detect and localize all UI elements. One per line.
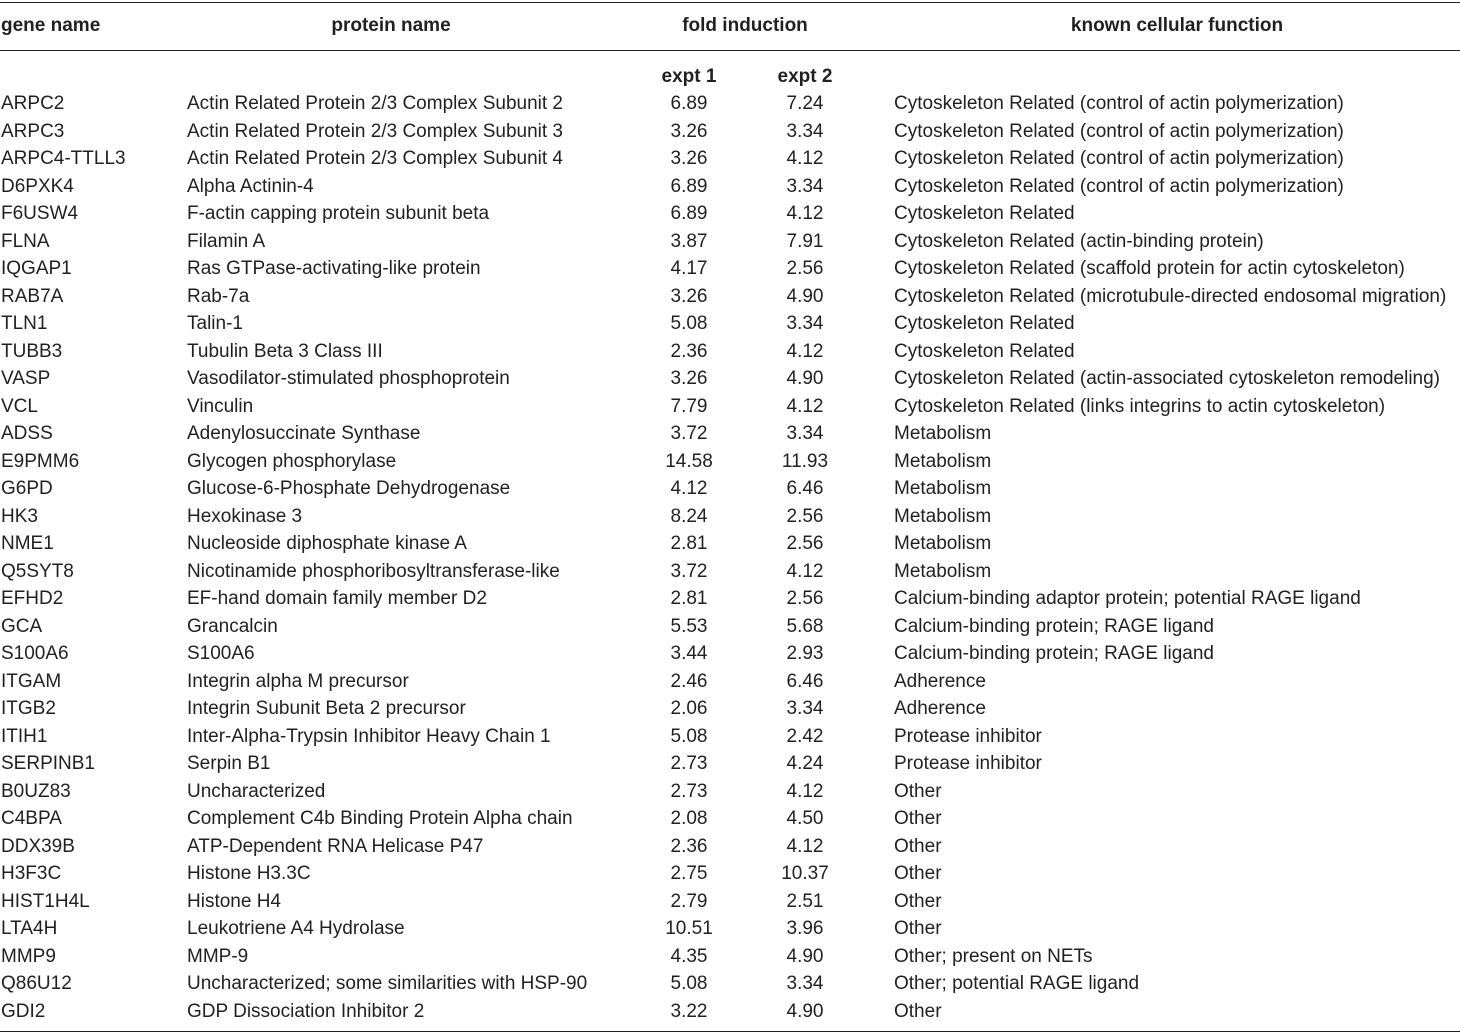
header-fold-induction: fold induction bbox=[682, 15, 808, 36]
cell-expt1: 5.08 bbox=[670, 313, 708, 334]
cell-expt1: 6.89 bbox=[670, 175, 708, 197]
table-row bbox=[0, 860, 1460, 888]
cell-protein-name: Adenylosuccinate Synthase bbox=[187, 423, 421, 444]
cell-expt2: 3.34 bbox=[786, 313, 824, 334]
cell-gene-name: HK3 bbox=[1, 505, 38, 527]
cell-expt2: 4.12 bbox=[786, 203, 824, 224]
cell-expt1: 14.58 bbox=[665, 450, 713, 472]
cell-gene-name: MMP9 bbox=[1, 945, 56, 967]
cell-protein-name: Complement C4b Binding Protein Alpha chain bbox=[187, 808, 573, 829]
table-row bbox=[0, 475, 1460, 503]
cell-cellular-function: Other bbox=[894, 918, 942, 939]
cell-protein-name: Actin Related Protein 2/3 Complex Subunit 2 bbox=[187, 93, 563, 114]
cell-expt2: 3.34 bbox=[786, 698, 824, 719]
cell-expt1: 3.26 bbox=[670, 285, 708, 307]
cell-protein-name: Nicotinamide phosphoribosyltransferase-like bbox=[187, 560, 560, 582]
cell-protein-name: Talin-1 bbox=[187, 313, 243, 334]
table-row bbox=[0, 310, 1460, 338]
cell-gene-name: B0UZ83 bbox=[1, 780, 71, 802]
table-row bbox=[0, 778, 1460, 806]
cell-expt2: 4.12 bbox=[786, 560, 824, 582]
cell-protein-name: Grancalcin bbox=[187, 615, 278, 637]
cell-expt1: 8.24 bbox=[670, 505, 708, 527]
cell-expt1: 2.36 bbox=[670, 340, 708, 362]
cell-gene-name: Q86U12 bbox=[1, 973, 72, 994]
cell-expt2: 5.68 bbox=[786, 615, 824, 637]
table-row bbox=[0, 558, 1460, 586]
cell-gene-name: FLNA bbox=[1, 230, 50, 252]
cell-expt1: 2.73 bbox=[670, 780, 708, 802]
table-row bbox=[0, 393, 1460, 421]
cell-cellular-function: Adherence bbox=[894, 698, 986, 719]
cell-protein-name: Rab-7a bbox=[187, 285, 250, 307]
cell-protein-name: Filamin A bbox=[187, 230, 266, 252]
table-row bbox=[0, 365, 1460, 393]
cell-protein-name: Ras GTPase-activating-like protein bbox=[187, 258, 481, 279]
cell-expt1: 2.79 bbox=[670, 890, 708, 912]
cell-gene-name: E9PMM6 bbox=[1, 450, 80, 472]
cell-cellular-function: Cytoskeleton Related (actin-associated cytoskeleton remodeling) bbox=[894, 368, 1440, 389]
cell-gene-name: GCA bbox=[1, 615, 43, 637]
cell-gene-name: NME1 bbox=[1, 533, 54, 554]
cell-expt1: 3.44 bbox=[670, 643, 708, 664]
cell-expt2: 2.56 bbox=[786, 258, 824, 279]
table-row bbox=[0, 668, 1460, 696]
header-protein-name: protein name bbox=[331, 15, 451, 36]
table-row bbox=[0, 228, 1460, 256]
cell-cellular-function: Calcium-binding protein; RAGE ligand bbox=[894, 643, 1214, 664]
cell-cellular-function: Other; present on NETs bbox=[894, 945, 1093, 967]
cell-gene-name: GDI2 bbox=[1, 1000, 46, 1022]
subheader-expt1: expt 1 bbox=[661, 66, 717, 87]
cell-protein-name: S100A6 bbox=[187, 643, 255, 664]
cell-expt2: 4.90 bbox=[786, 368, 824, 389]
cell-cellular-function: Cytoskeleton Related (microtubule-directed endosomal migration) bbox=[894, 285, 1447, 307]
cell-expt2: 4.90 bbox=[786, 285, 824, 307]
cell-protein-name: Actin Related Protein 2/3 Complex Subunit 4 bbox=[187, 148, 563, 169]
cell-cellular-function: Cytoskeleton Related (control of actin polymerization) bbox=[894, 120, 1344, 142]
cell-gene-name: ITIH1 bbox=[1, 725, 48, 747]
cell-cellular-function: Protease inhibitor bbox=[894, 753, 1042, 774]
cell-gene-name: D6PXK4 bbox=[1, 175, 74, 197]
table-row bbox=[0, 723, 1460, 751]
cell-expt1: 3.22 bbox=[670, 1000, 708, 1022]
cell-cellular-function: Cytoskeleton Related (links integrins to actin cytoskeleton) bbox=[894, 395, 1386, 417]
cell-expt1: 2.08 bbox=[670, 808, 708, 829]
table-row bbox=[0, 943, 1460, 971]
cell-protein-name: ATP-Dependent RNA Helicase P47 bbox=[187, 835, 484, 857]
cell-expt1: 6.89 bbox=[670, 203, 708, 224]
table-row bbox=[0, 585, 1460, 613]
cell-cellular-function: Metabolism bbox=[894, 533, 992, 554]
table-row bbox=[0, 338, 1460, 366]
cell-protein-name: Alpha Actinin-4 bbox=[187, 175, 314, 197]
cell-cellular-function: Cytoskeleton Related (scaffold protein for actin cytoskeleton) bbox=[894, 258, 1405, 279]
header-cellular-function: known cellular function bbox=[1070, 15, 1284, 36]
cell-expt2: 2.51 bbox=[786, 890, 824, 912]
table-top-rule bbox=[0, 2, 1460, 3]
table-row bbox=[0, 420, 1460, 448]
cell-expt2: 2.93 bbox=[786, 643, 824, 664]
cell-gene-name: ARPC3 bbox=[1, 120, 65, 142]
cell-cellular-function: Cytoskeleton Related bbox=[894, 340, 1075, 362]
cell-gene-name: EFHD2 bbox=[1, 588, 64, 609]
cell-expt1: 2.75 bbox=[670, 863, 708, 884]
cell-expt1: 2.06 bbox=[670, 698, 708, 719]
cell-protein-name: Uncharacterized; some similarities with HSP-90 bbox=[187, 973, 588, 994]
cell-cellular-function: Metabolism bbox=[894, 478, 992, 499]
cell-cellular-function: Adherence bbox=[894, 670, 986, 692]
cell-protein-name: Integrin alpha M precursor bbox=[187, 670, 409, 692]
cell-cellular-function: Cytoskeleton Related bbox=[894, 203, 1075, 224]
cell-cellular-function: Metabolism bbox=[894, 505, 992, 527]
table-row bbox=[0, 750, 1460, 778]
cell-expt2: 6.46 bbox=[786, 670, 824, 692]
cell-gene-name: ITGB2 bbox=[1, 698, 56, 719]
cell-gene-name: F6USW4 bbox=[1, 203, 79, 224]
cell-protein-name: Inter-Alpha-Trypsin Inhibitor Heavy Chain 1 bbox=[187, 725, 551, 747]
cell-cellular-function: Other bbox=[894, 780, 942, 802]
cell-expt1: 5.08 bbox=[670, 725, 708, 747]
cell-protein-name: Glycogen phosphorylase bbox=[187, 450, 397, 472]
table-row bbox=[0, 915, 1460, 943]
cell-cellular-function: Other bbox=[894, 890, 942, 912]
cell-protein-name: Vasodilator-stimulated phosphoprotein bbox=[187, 368, 510, 389]
cell-gene-name: SERPINB1 bbox=[1, 753, 95, 774]
cell-gene-name: G6PD bbox=[1, 478, 53, 499]
cell-gene-name: Q5SYT8 bbox=[1, 560, 74, 582]
cell-expt2: 4.90 bbox=[786, 1000, 824, 1022]
table-row bbox=[0, 503, 1460, 531]
cell-gene-name: H3F3C bbox=[1, 863, 62, 884]
table-row bbox=[0, 145, 1460, 173]
cell-gene-name: LTA4H bbox=[1, 918, 58, 939]
table-row bbox=[0, 640, 1460, 668]
cell-protein-name: Leukotriene A4 Hydrolase bbox=[187, 918, 405, 939]
cell-gene-name: C4BPA bbox=[1, 808, 62, 829]
cell-cellular-function: Protease inhibitor bbox=[894, 725, 1042, 747]
cell-expt2: 2.56 bbox=[786, 505, 824, 527]
header-rule bbox=[0, 50, 1460, 51]
table-row bbox=[0, 970, 1460, 998]
cell-expt2: 3.34 bbox=[786, 973, 824, 994]
cell-expt2: 3.34 bbox=[786, 423, 824, 444]
cell-expt1: 2.36 bbox=[670, 835, 708, 857]
cell-protein-name: F-actin capping protein subunit beta bbox=[187, 203, 490, 224]
cell-gene-name: ADSS bbox=[1, 423, 53, 444]
cell-protein-name: Hexokinase 3 bbox=[187, 505, 303, 527]
table-bottom-rule bbox=[0, 1031, 1460, 1032]
cell-expt1: 5.08 bbox=[670, 973, 708, 994]
cell-expt1: 6.89 bbox=[670, 93, 708, 114]
cell-expt2: 4.24 bbox=[786, 753, 824, 774]
cell-expt2: 11.93 bbox=[781, 450, 829, 472]
cell-protein-name: GDP Dissociation Inhibitor 2 bbox=[187, 1000, 425, 1022]
cell-protein-name: EF-hand domain family member D2 bbox=[187, 588, 487, 609]
cell-gene-name: DDX39B bbox=[1, 835, 75, 857]
cell-protein-name: Nucleoside diphosphate kinase A bbox=[187, 533, 467, 554]
cell-expt2: 3.96 bbox=[786, 918, 824, 939]
cell-gene-name: ARPC2 bbox=[1, 93, 65, 114]
table-row bbox=[0, 998, 1460, 1026]
table-row bbox=[0, 833, 1460, 861]
cell-gene-name: ARPC4-TTLL3 bbox=[1, 148, 126, 169]
table-row bbox=[0, 448, 1460, 476]
table-row bbox=[0, 695, 1460, 723]
cell-expt1: 4.35 bbox=[670, 945, 708, 967]
cell-gene-name: VCL bbox=[1, 395, 38, 417]
cell-expt1: 3.26 bbox=[670, 148, 708, 169]
cell-expt1: 3.26 bbox=[670, 368, 708, 389]
cell-expt2: 2.56 bbox=[786, 533, 824, 554]
cell-expt1: 3.72 bbox=[670, 560, 708, 582]
cell-cellular-function: Cytoskeleton Related (control of actin polymerization) bbox=[894, 148, 1344, 169]
table-row bbox=[0, 283, 1460, 311]
cell-cellular-function: Calcium-binding protein; RAGE ligand bbox=[894, 615, 1214, 637]
cell-cellular-function: Cytoskeleton Related (actin-binding protein) bbox=[894, 230, 1264, 252]
table-row bbox=[0, 805, 1460, 833]
cell-gene-name: TUBB3 bbox=[1, 340, 63, 362]
cell-expt2: 7.24 bbox=[786, 93, 824, 114]
header-gene-name: gene name bbox=[1, 15, 101, 36]
subheader-expt2: expt 2 bbox=[777, 66, 833, 87]
cell-protein-name: Serpin B1 bbox=[187, 753, 271, 774]
cell-expt2: 4.90 bbox=[786, 945, 824, 967]
cell-expt2: 10.37 bbox=[781, 863, 829, 884]
cell-protein-name: Glucose-6-Phosphate Dehydrogenase bbox=[187, 478, 511, 499]
cell-expt1: 2.81 bbox=[670, 588, 708, 609]
cell-gene-name: HIST1H4L bbox=[1, 890, 90, 912]
cell-gene-name: IQGAP1 bbox=[1, 258, 72, 279]
table-row bbox=[0, 613, 1460, 641]
cell-protein-name: MMP-9 bbox=[187, 945, 249, 967]
cell-expt1: 2.73 bbox=[670, 753, 708, 774]
cell-gene-name: S100A6 bbox=[1, 643, 69, 664]
cell-protein-name: Actin Related Protein 2/3 Complex Subunit 3 bbox=[187, 120, 563, 142]
cell-expt2: 4.50 bbox=[786, 808, 824, 829]
table-row bbox=[0, 255, 1460, 283]
cell-expt1: 5.53 bbox=[670, 615, 708, 637]
cell-protein-name: Tubulin Beta 3 Class III bbox=[187, 340, 383, 362]
table-row bbox=[0, 530, 1460, 558]
table-body bbox=[0, 90, 1460, 1025]
cell-cellular-function: Metabolism bbox=[894, 450, 992, 472]
cell-cellular-function: Other bbox=[894, 808, 942, 829]
cell-expt1: 3.26 bbox=[670, 120, 708, 142]
cell-expt2: 4.12 bbox=[786, 340, 824, 362]
cell-cellular-function: Metabolism bbox=[894, 423, 992, 444]
cell-gene-name: VASP bbox=[1, 368, 51, 389]
cell-protein-name: Histone H3.3C bbox=[187, 863, 311, 884]
cell-expt1: 10.51 bbox=[665, 918, 713, 939]
cell-expt2: 3.34 bbox=[786, 120, 824, 142]
cell-expt2: 4.12 bbox=[786, 395, 824, 417]
cell-cellular-function: Other; potential RAGE ligand bbox=[894, 973, 1140, 994]
cell-cellular-function: Calcium-binding adaptor protein; potential RAGE ligand bbox=[894, 588, 1361, 609]
cell-cellular-function: Other bbox=[894, 835, 942, 857]
cell-cellular-function: Other bbox=[894, 1000, 942, 1022]
cell-expt2: 2.56 bbox=[786, 588, 824, 609]
table-row bbox=[0, 200, 1460, 228]
cell-expt1: 2.81 bbox=[670, 533, 708, 554]
cell-expt2: 4.12 bbox=[786, 148, 824, 169]
cell-expt1: 7.79 bbox=[670, 395, 708, 417]
cell-cellular-function: Other bbox=[894, 863, 942, 884]
cell-cellular-function: Cytoskeleton Related (control of actin polymerization) bbox=[894, 93, 1344, 114]
cell-expt2: 2.42 bbox=[786, 725, 824, 747]
cell-gene-name: TLN1 bbox=[1, 313, 48, 334]
cell-cellular-function: Cytoskeleton Related (control of actin polymerization) bbox=[894, 175, 1344, 197]
cell-cellular-function: Metabolism bbox=[894, 560, 992, 582]
cell-expt1: 3.72 bbox=[670, 423, 708, 444]
cell-expt2: 7.91 bbox=[786, 230, 824, 252]
cell-expt2: 4.12 bbox=[786, 780, 824, 802]
cell-expt1: 4.17 bbox=[670, 258, 708, 279]
cell-expt1: 3.87 bbox=[670, 230, 708, 252]
table-row bbox=[0, 888, 1460, 916]
cell-expt2: 6.46 bbox=[786, 478, 824, 499]
table-row bbox=[0, 118, 1460, 146]
cell-protein-name: Vinculin bbox=[187, 395, 254, 417]
cell-expt1: 4.12 bbox=[670, 478, 708, 499]
table-row bbox=[0, 173, 1460, 201]
cell-cellular-function: Cytoskeleton Related bbox=[894, 313, 1075, 334]
cell-gene-name: ITGAM bbox=[1, 670, 62, 692]
cell-expt2: 3.34 bbox=[786, 175, 824, 197]
table-row bbox=[0, 90, 1460, 118]
cell-protein-name: Integrin Subunit Beta 2 precursor bbox=[187, 698, 466, 719]
cell-expt1: 2.46 bbox=[670, 670, 708, 692]
cell-protein-name: Uncharacterized bbox=[187, 780, 326, 802]
cell-gene-name: RAB7A bbox=[1, 285, 64, 307]
cell-protein-name: Histone H4 bbox=[187, 890, 281, 912]
cell-expt2: 4.12 bbox=[786, 835, 824, 857]
